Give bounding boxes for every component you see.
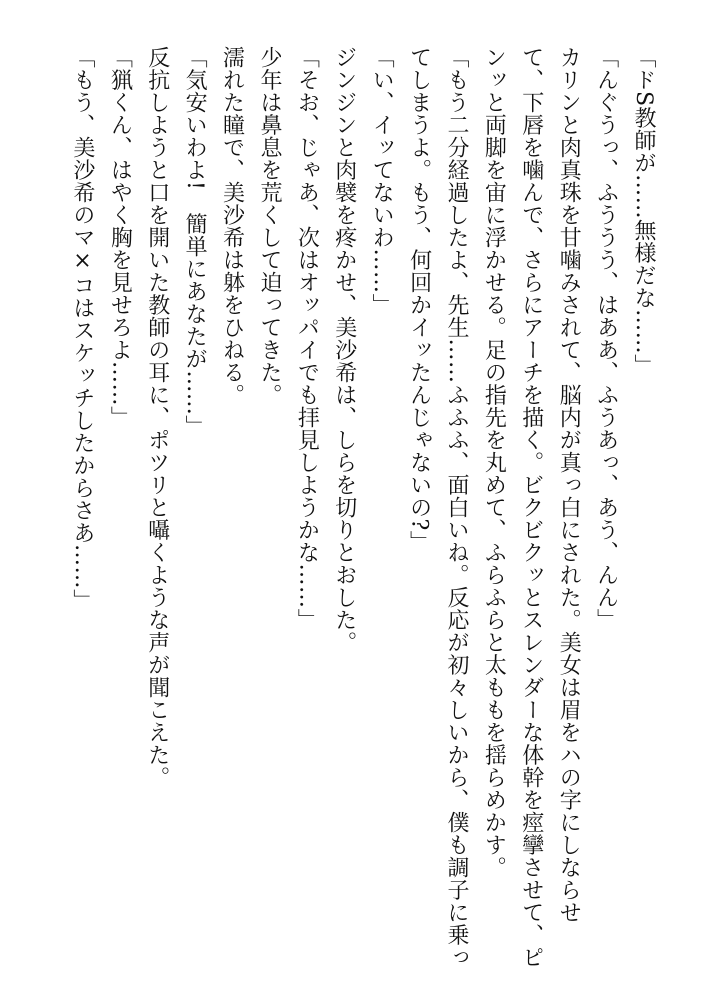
text-line: 少年は鼻息を荒くして迫ってきた。 bbox=[256, 46, 282, 406]
text-line: 反抗しようと口を開いた教師の耳に、ポツリと囁くような声が聞こえた。 bbox=[144, 46, 170, 789]
text-line: 「もう二分経過したよ、先生……ふふふ、面白いね。反応が初々しいから、僕も調子に乗っ bbox=[443, 46, 469, 969]
text-line: カリンと肉真珠を甘噛みされて、脳内が真っ白にされた。美女は眉をハの字にしならせ bbox=[556, 46, 582, 924]
text-line: 「気安いわよ! 簡単にあなたが……」 bbox=[182, 46, 208, 438]
text-line: 「んぐうっ、ふううう、はああ、ふうあっ、あう、んん」 bbox=[593, 46, 619, 631]
vertical-text-body bbox=[64, 46, 663, 969]
text-line: 「もう、美沙希のマ×コはスケッチしたからさあ……」 bbox=[69, 46, 95, 612]
text-line: 「ドS教師が……無様だな……」 bbox=[631, 46, 656, 377]
text-line: 「猟くん、はやく胸を見せろよ……」 bbox=[107, 46, 133, 429]
text-line: てしまうよ。もう、何回かイッたんじゃないの?」 bbox=[406, 46, 432, 554]
text-line: ジンジンと肉襞を疼かせ、美沙希は、しらを切りとおした。 bbox=[331, 46, 357, 654]
text-line: て、下唇を噛んで、さらにアーチを描く。ビクビクッとスレンダーな体幹を痙攣させて、ピ bbox=[518, 46, 544, 969]
text-line: 「そお、じゃあ、次はオッパイでも拝見しようかな……」 bbox=[294, 46, 320, 631]
text-line: 濡れた瞳で、美沙希は躰をひねる。 bbox=[219, 46, 245, 406]
text-line: ンッと両脚を宙に浮かせる。足の指先を丸めて、ふらふらと太ももを揺らめかす。 bbox=[481, 46, 507, 879]
text-line: 「い、イッてないわ……」 bbox=[369, 46, 395, 316]
